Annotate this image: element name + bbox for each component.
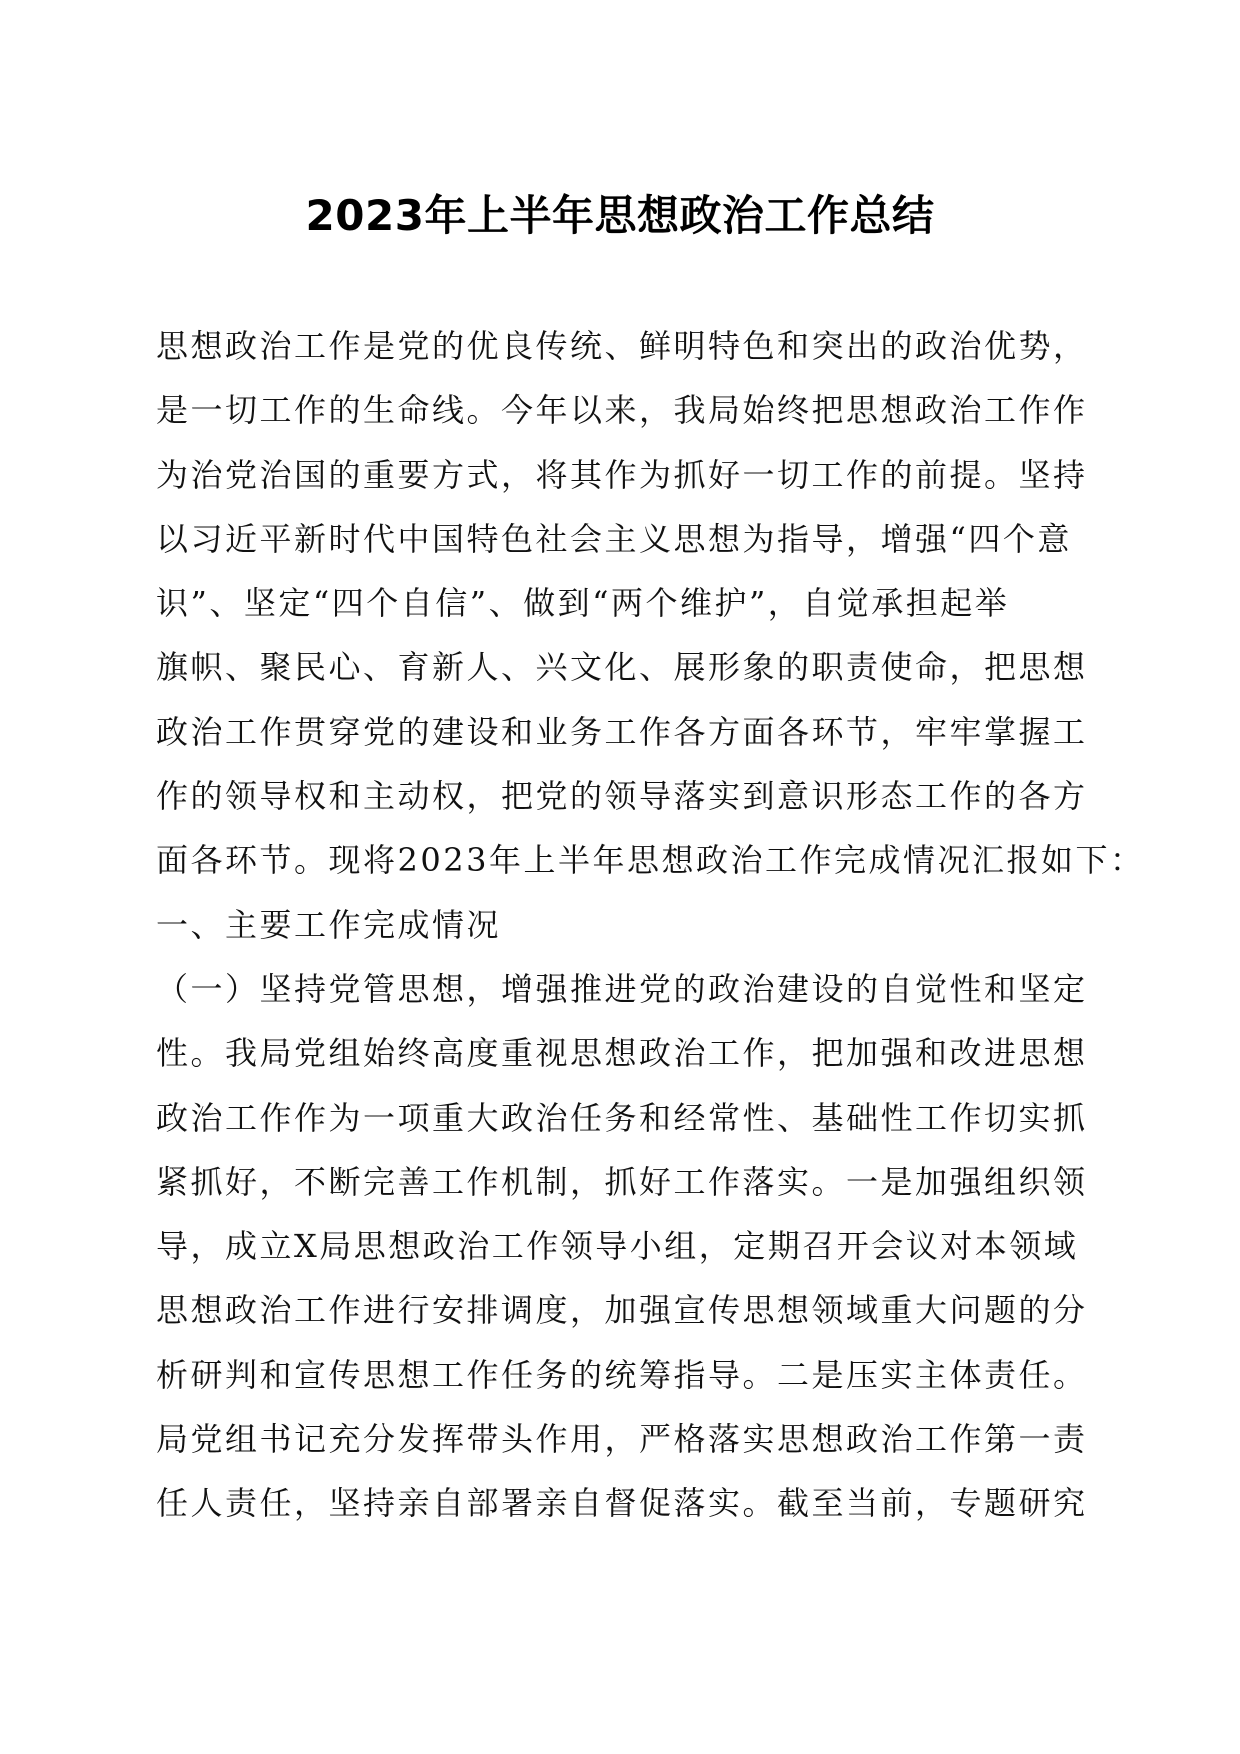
body-line: 局党组书记充分发挥带头作用，严格落实思想政治工作第一责 — [156, 1420, 1088, 1459]
body-line: 作的领导权和主动权，把党的领导落实到意识形态工作的各方 — [156, 777, 1088, 816]
body-line: 旗帜、聚民心、育新人、兴文化、展形象的职责使命，把思想 — [156, 648, 1088, 687]
body-line: 面各环节。现将2023年上半年思想政治工作完成情况汇报如下： — [156, 841, 1145, 880]
body-line: 是一切工作的生命线。今年以来，我局始终把思想政治工作作 — [156, 391, 1088, 430]
body-line: 思想政治工作进行安排调度，加强宣传思想领域重大问题的分 — [156, 1291, 1088, 1330]
body-line: （一）坚持党管思想，增强推进党的政治建设的自觉性和坚定 — [156, 969, 1088, 1008]
document-body — [156, 314, 1145, 1536]
body-line: 以习近平新时代中国特色社会主义思想为指导，增强“四个意 — [156, 519, 1072, 558]
body-line: 性。我局党组始终高度重视思想政治工作，把加强和改进思想 — [156, 1034, 1088, 1073]
body-line: 为治党治国的重要方式，将其作为抓好一切工作的前提。坚持 — [156, 455, 1088, 494]
body-line: 政治工作作为一项重大政治任务和经常性、基础性工作切实抓 — [156, 1098, 1088, 1137]
body-line: 析研判和宣传思想工作任务的统筹指导。二是压实主体责任。 — [156, 1355, 1088, 1394]
section-heading: 一、主要工作完成情况 — [156, 905, 502, 944]
body-line: 导，成立X局思想政治工作领导小组，定期召开会议对本领域 — [156, 1227, 1079, 1266]
body-line: 识”、坚定“四个自信”、做到“两个维护”，自觉承担起举 — [156, 584, 1010, 623]
body-line: 紧抓好，不断完善工作机制，抓好工作落实。一是加强组织领 — [156, 1162, 1088, 1201]
body-line: 政治工作贯穿党的建设和业务工作各方面各环节，牢牢掌握工 — [156, 712, 1088, 751]
body-line: 思想政治工作是党的优良传统、鲜明特色和突出的政治优势， — [156, 327, 1088, 365]
document-title: 2023年上半年思想政治工作总结 — [305, 191, 935, 240]
body-line: 任人责任，坚持亲自部署亲自督促落实。截至当前，专题研究 — [156, 1484, 1088, 1523]
